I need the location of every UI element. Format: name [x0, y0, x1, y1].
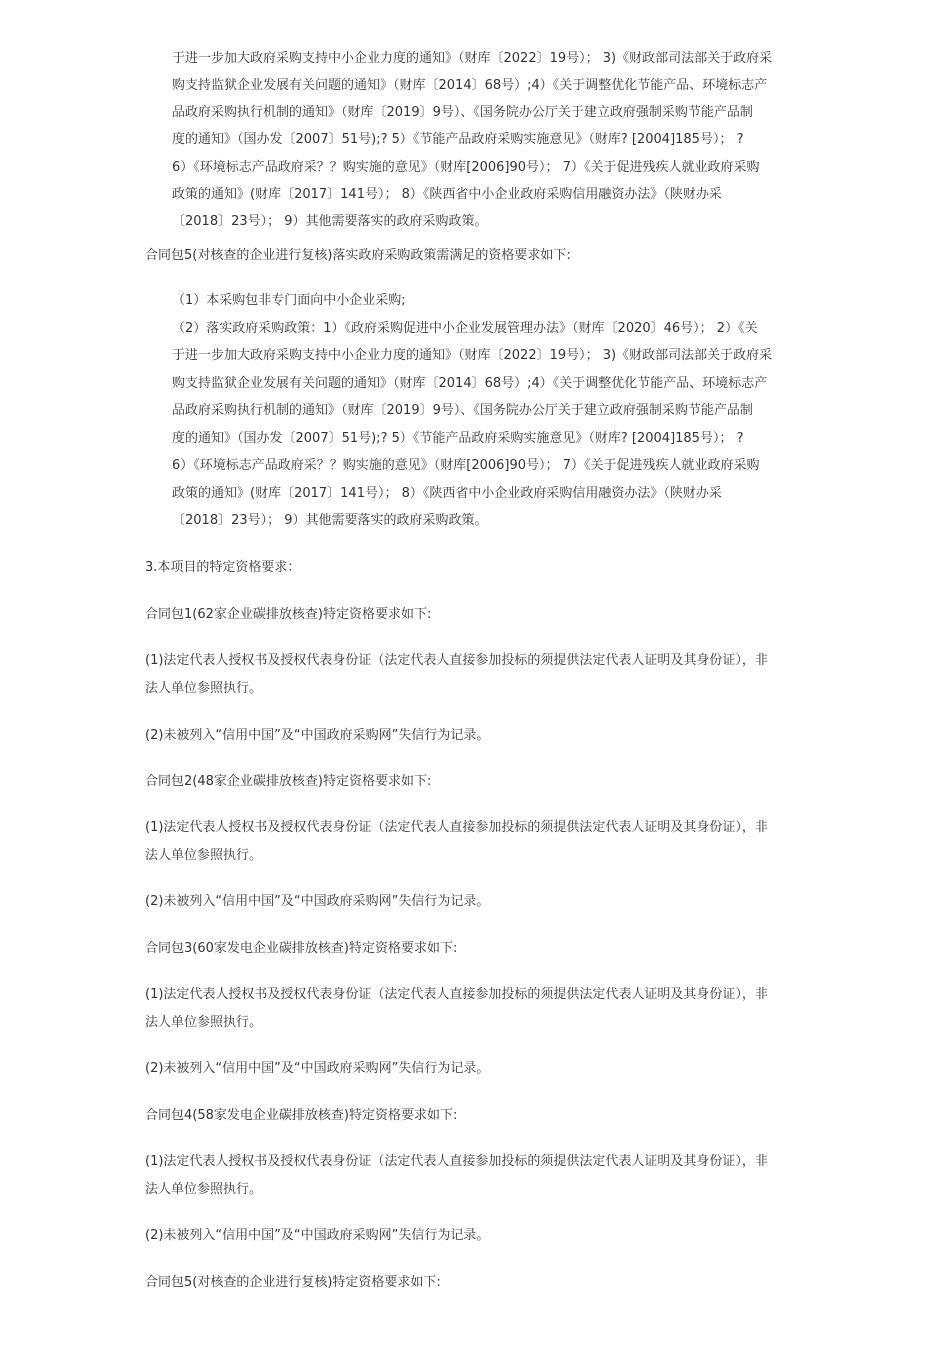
policy-line: 于进一步加大政府采购支持中小企业力度的通知》（财库〔2022〕19号）； 3)《财政部司法部关于政府采 [172, 348, 773, 363]
section3-heading: 3.本项目的特定资格要求： [145, 560, 301, 575]
requirement-text: 法人单位参照执行。 [145, 1182, 263, 1197]
package-heading: 合同包3(60家发电企业碳排放核查)特定资格要求如下: [145, 941, 458, 956]
policy-line: 品政府采购执行机制的通知》（财库〔2019〕9号）、《国务院办公厅关于建立政府强制采购节能产品制 [172, 105, 753, 120]
package-heading: 合同包4(58家发电企业碳排放核查)特定资格要求如下: [145, 1108, 458, 1123]
requirement-text: (2)未被列入“信用中国”及“中国政府采购网”失信行为记录。 [145, 1228, 490, 1243]
requirement-text: (2)未被列入“信用中国”及“中国政府采购网”失信行为记录。 [145, 1061, 490, 1076]
requirement-text: 法人单位参照执行。 [145, 681, 263, 696]
requirement-text: (2)未被列入“信用中国”及“中国政府采购网”失信行为记录。 [145, 894, 490, 909]
policy-line: 政策的通知》(财库〔2017〕141号）； 8）《陕西省中小企业政府采购信用融资办法》（陕财办采 [172, 486, 722, 501]
pkg5-special-heading: 合同包5(对核查的企业进行复核)特定资格要求如下: [145, 1275, 441, 1290]
pkg5-policy-heading: 合同包5(对核查的企业进行复核)落实政府采购政策需满足的资格要求如下: [145, 248, 571, 263]
policy-line: 〔2018〕23号）； 9）其他需要落实的政府采购政策。 [172, 513, 488, 528]
package-heading: 合同包1(62家企业碳排放核查)特定资格要求如下: [145, 607, 432, 622]
requirement-text: (1)法定代表人授权书及授权代表身份证（法定代表人直接参加投标的须提供法定代表人证明及其身份证），非 [145, 987, 768, 1002]
policy-line: 6）《环境标志产品政府采？？购实施的意见》（财库[2006]90号）； 7）《关于促进残疾人就业政府采购 [172, 160, 760, 175]
policy-line: （2）落实政府采购政策：1）《政府采购促进中小企业发展管理办法》（财库〔2020〕46号）； 2）《关 [172, 321, 758, 336]
policy-line: 〔2018〕23号）； 9）其他需要落实的政府采购政策。 [172, 214, 488, 229]
policy-line: 政策的通知》(财库〔2017〕141号）； 8）《陕西省中小企业政府采购信用融资办法》（陕财办采 [172, 187, 722, 202]
policy-line: 品政府采购执行机制的通知》（财库〔2019〕9号）、《国务院办公厅关于建立政府强制采购节能产品制 [172, 403, 753, 418]
policy-line: （1）本采购包非专门面向中小企业采购; [172, 293, 406, 308]
requirement-text: 法人单位参照执行。 [145, 1015, 263, 1030]
policy-line: 购支持监狱企业发展有关问题的通知》（财库〔2014〕68号）;4）《关于调整优化节能产品、环境标志产 [172, 78, 768, 93]
package-heading: 合同包2(48家企业碳排放核查)特定资格要求如下: [145, 774, 432, 789]
policy-line: 于进一步加大政府采购支持中小企业力度的通知》（财库〔2022〕19号）； 3)《财政部司法部关于政府采 [172, 51, 773, 66]
policy-line: 6）《环境标志产品政府采？？购实施的意见》（财库[2006]90号）； 7）《关于促进残疾人就业政府采购 [172, 458, 760, 473]
policy-line: 度的通知》（国办发〔2007〕51号);? 5）《节能产品政府采购实施意见》（财库? [2004]185号）； ? [172, 132, 744, 147]
policy-line: 度的通知》（国办发〔2007〕51号);? 5）《节能产品政府采购实施意见》（财库? [2004]185号）； ? [172, 431, 744, 446]
requirement-text: (2)未被列入“信用中国”及“中国政府采购网”失信行为记录。 [145, 728, 490, 743]
requirement-text: (1)法定代表人授权书及授权代表身份证（法定代表人直接参加投标的须提供法定代表人证明及其身份证），非 [145, 820, 768, 835]
requirement-text: (1)法定代表人授权书及授权代表身份证（法定代表人直接参加投标的须提供法定代表人证明及其身份证），非 [145, 653, 768, 668]
policy-line: 购支持监狱企业发展有关问题的通知》（财库〔2014〕68号）;4）《关于调整优化节能产品、环境标志产 [172, 376, 768, 391]
requirement-text: 法人单位参照执行。 [145, 848, 263, 863]
requirement-text: (1)法定代表人授权书及授权代表身份证（法定代表人直接参加投标的须提供法定代表人证明及其身份证），非 [145, 1154, 768, 1169]
